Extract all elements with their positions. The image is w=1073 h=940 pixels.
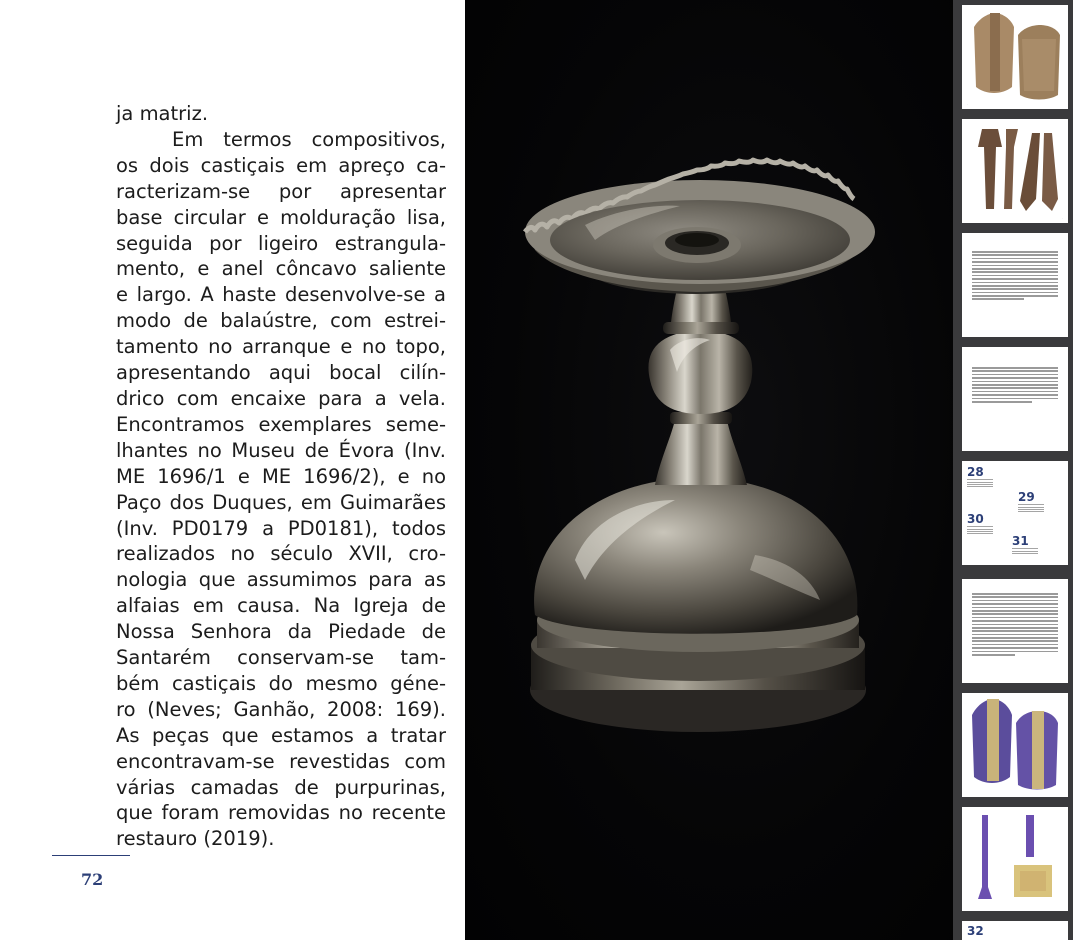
text-line: Encontramos exemplares seme- bbox=[116, 412, 446, 436]
thumbnail-page[interactable] bbox=[962, 233, 1068, 337]
text-line: base circular e molduração lisa, bbox=[116, 205, 446, 229]
caption-number: 31 bbox=[1012, 534, 1029, 548]
text-line: apresentando aqui bocal cilín- bbox=[116, 361, 446, 385]
thumbnail-text-block bbox=[972, 593, 1058, 657]
caption-block bbox=[1018, 491, 1044, 512]
candlestick-drip-pan bbox=[525, 160, 875, 294]
thumbnail-page-number: · bbox=[1062, 216, 1063, 220]
caption-number: 32 bbox=[967, 924, 984, 938]
caption-number: 29 bbox=[1018, 490, 1035, 504]
page-number: 72 bbox=[81, 870, 104, 889]
page-thumbnail-strip[interactable] bbox=[953, 0, 1073, 940]
thumbnail-page[interactable] bbox=[962, 461, 1068, 565]
text-line: ja matriz. bbox=[116, 102, 209, 125]
thumbnail-page[interactable] bbox=[962, 579, 1068, 683]
thumbnail-page[interactable] bbox=[962, 693, 1068, 797]
text-line: nologia que assumimos para as bbox=[116, 568, 446, 592]
text-line: lhantes no Museu de Évora (Inv. bbox=[116, 438, 446, 462]
text-line: Santarém conservam-se tam- bbox=[116, 646, 446, 670]
caption-block bbox=[967, 925, 984, 937]
candlestick-base bbox=[530, 478, 866, 732]
thumbnail-page[interactable] bbox=[962, 921, 1068, 940]
text-line: alfaias em causa. Na Igreja de bbox=[116, 594, 446, 618]
text-line: Nossa Senhora da Piedade de bbox=[116, 620, 446, 644]
stole-thumbnail-image bbox=[962, 119, 1068, 223]
caption-number: 30 bbox=[967, 512, 984, 526]
text-line: drico com encaixe para a vela. bbox=[116, 386, 446, 410]
candlestick-image bbox=[465, 0, 953, 940]
thumbnail-page[interactable] bbox=[962, 5, 1068, 109]
text-line: e largo. A haste desenvolve-se a bbox=[116, 283, 446, 307]
text-line: ro (Neves; Ganhão, 2008: 169). bbox=[116, 697, 446, 721]
text-line: tamento no arranque e no topo, bbox=[116, 335, 446, 359]
thumbnail-page[interactable] bbox=[962, 807, 1068, 911]
text-page bbox=[0, 0, 465, 940]
text-line: restauro (2019). bbox=[116, 827, 275, 851]
candlestick-photo bbox=[465, 0, 953, 940]
text-line: Em termos compositivos, bbox=[172, 127, 446, 151]
caption-number: 28 bbox=[967, 465, 984, 479]
text-line: várias camadas de purpurinas, bbox=[116, 775, 446, 799]
caption-block bbox=[967, 513, 993, 534]
footnote-rule bbox=[52, 855, 130, 856]
text-line: os dois castiçais em apreço ca- bbox=[116, 153, 446, 177]
text-line: racterizam-se por apresentar bbox=[116, 179, 446, 203]
thumbnail-page[interactable] bbox=[962, 347, 1068, 451]
purple-stole-thumbnail-image bbox=[962, 807, 1068, 911]
text-line: As peças que estamos a tratar bbox=[116, 723, 446, 747]
text-line: ME 1696/1 e ME 1696/2), e no bbox=[116, 464, 446, 488]
thumbnail-page[interactable] bbox=[962, 119, 1068, 223]
caption-block bbox=[967, 466, 993, 487]
thumbnail-text-block bbox=[972, 367, 1058, 404]
thumbnail-text-block bbox=[972, 251, 1058, 302]
text-line: realizados no século XVII, cro- bbox=[116, 542, 446, 566]
text-line: (Inv. PD0179 a PD0181), todos bbox=[116, 516, 446, 540]
body-text bbox=[116, 101, 446, 852]
purple-chasuble-thumbnail-image bbox=[962, 693, 1068, 797]
text-line: encontravam-se revestidas com bbox=[116, 749, 446, 773]
thumbnail-page-number: · bbox=[967, 102, 968, 106]
text-line: Paço dos Duques, em Guimarães bbox=[116, 490, 446, 514]
chasuble-thumbnail-image bbox=[962, 5, 1068, 109]
caption-block bbox=[1012, 535, 1038, 554]
text-line: mento, e anel côncavo saliente bbox=[116, 257, 446, 281]
text-line: seguida por ligeiro estrangula- bbox=[116, 231, 446, 255]
text-line: modo de balaústre, com estrei- bbox=[116, 309, 446, 333]
text-line: bém castiçais do mesmo géne- bbox=[116, 671, 446, 695]
text-line: que foram removidas no recente bbox=[116, 801, 446, 825]
candlestick-stem bbox=[648, 278, 752, 485]
